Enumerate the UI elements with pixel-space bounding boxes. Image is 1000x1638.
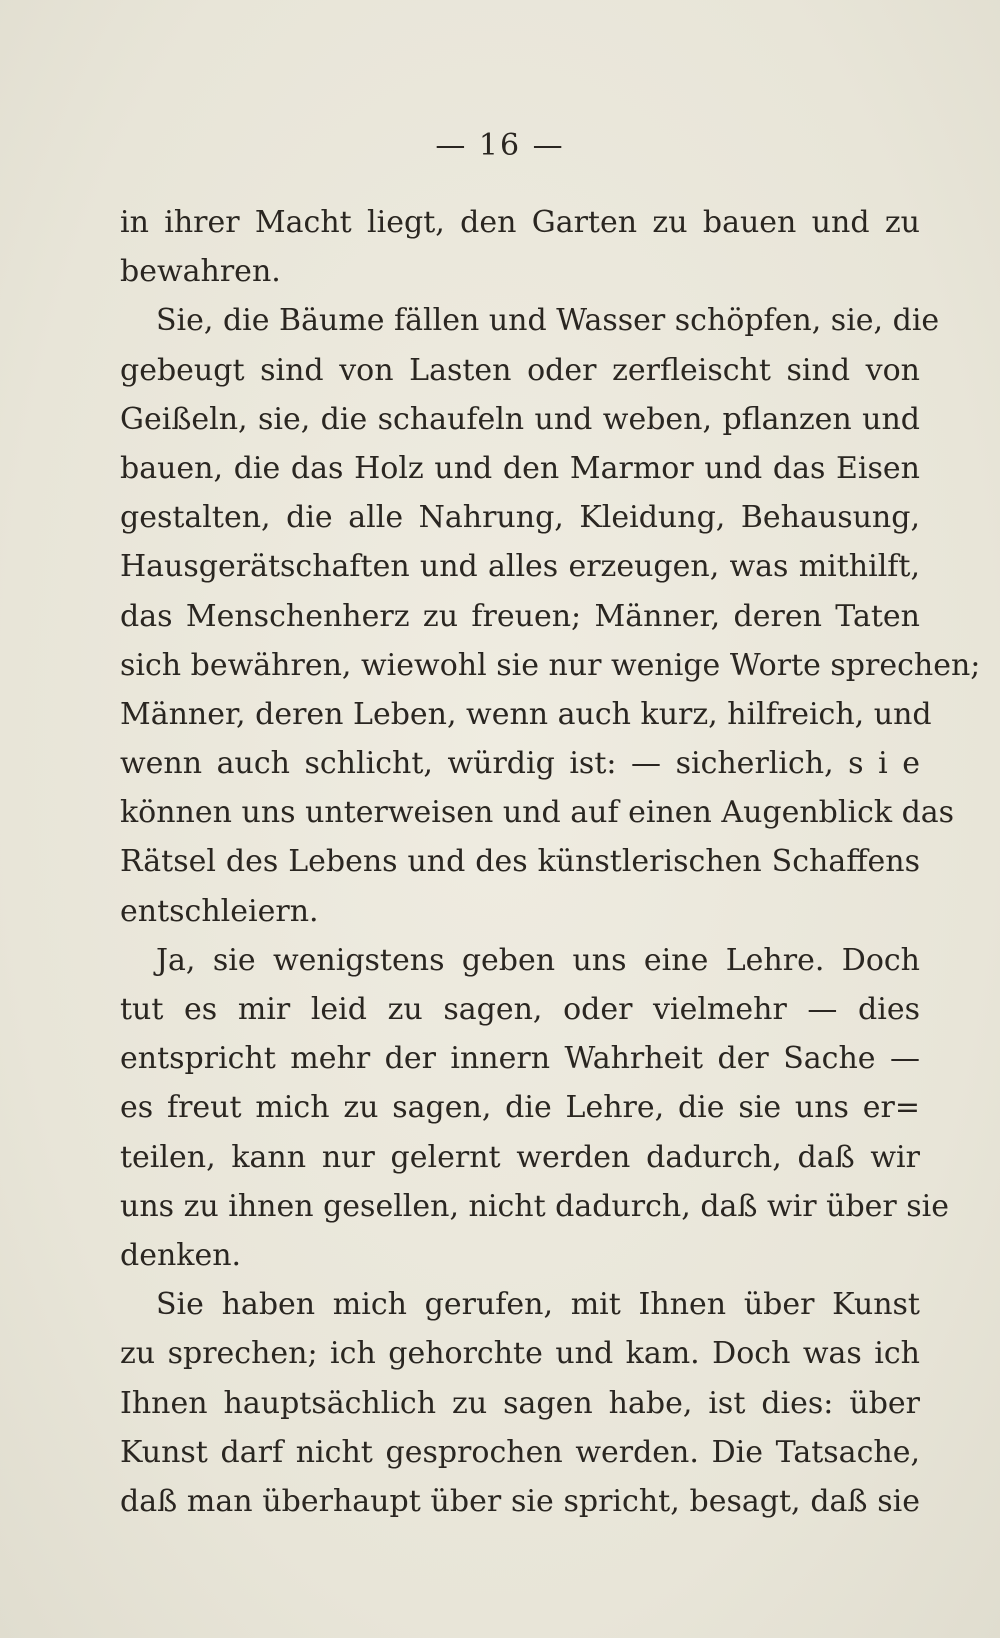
text-line: daß man überhaupt über sie spricht, besagt, daß sie — [120, 1483, 920, 1519]
text-line: das Menschenherz zu freuen; Männer, deren Taten — [120, 598, 920, 634]
text-line: Hausgerätschaften und alles erzeugen, was mithilft, — [120, 549, 920, 585]
text-line: bewahren. — [120, 254, 281, 290]
text-line: gebeugt sind von Lasten oder zerfleischt sind von — [120, 352, 920, 388]
text-line: Geißeln, sie, die schaufeln und weben, pflanzen und — [120, 401, 920, 437]
text-line: Sie haben mich gerufen, mit Ihnen über Kunst — [156, 1287, 920, 1323]
body-text — [120, 198, 981, 1526]
text-line: teilen, kann nur gelernt werden dadurch, daß wir — [120, 1139, 920, 1175]
text-line: können uns unterweisen und auf einen Augenblick das — [120, 795, 955, 831]
text-line: Männer, deren Leben, wenn auch kurz, hilfreich, und — [120, 696, 932, 732]
text-line: Sie, die Bäume fällen und Wasser schöpfen, sie, die — [156, 303, 940, 339]
text-line: wenn auch schlicht, würdig ist: — sicherlich, s i e — [120, 746, 920, 782]
text-line: uns zu ihnen gesellen, nicht dadurch, daß wir über sie — [120, 1188, 950, 1224]
text-line: tut es mir leid zu sagen, oder vielmehr — dies — [120, 992, 920, 1027]
text-line: Kunst darf nicht gesprochen werden. Die Tatsache, — [120, 1434, 920, 1470]
text-line: entschleiern. — [120, 893, 319, 929]
text-line: denken. — [120, 1237, 242, 1273]
text-line: entspricht mehr der innern Wahrheit der Sache — — [120, 1041, 920, 1077]
text-line: Rätsel des Lebens und des künstlerischen Schaffens — [120, 844, 920, 880]
text-line: in ihrer Macht liegt, den Garten zu bauen und zu — [120, 205, 920, 240]
text-line: es freut mich zu sagen, die Lehre, die sie uns er= — [120, 1090, 920, 1126]
page-number: — 16 — — [435, 128, 565, 163]
text-line: zu sprechen; ich gehorchte und kam. Doch was ich — [120, 1336, 920, 1372]
text-line: bauen, die das Holz und den Marmor und das Eisen — [120, 450, 920, 486]
text-line: sich bewähren, wiewohl sie nur wenige Worte sprechen; — [120, 647, 981, 683]
text-line: Ja, sie wenigstens geben uns eine Lehre. Doch — [156, 942, 920, 978]
text-line: Ihnen hauptsächlich zu sagen habe, ist dies: über — [120, 1385, 920, 1421]
text-line: gestalten, die alle Nahrung, Kleidung, Behausung, — [120, 500, 920, 536]
